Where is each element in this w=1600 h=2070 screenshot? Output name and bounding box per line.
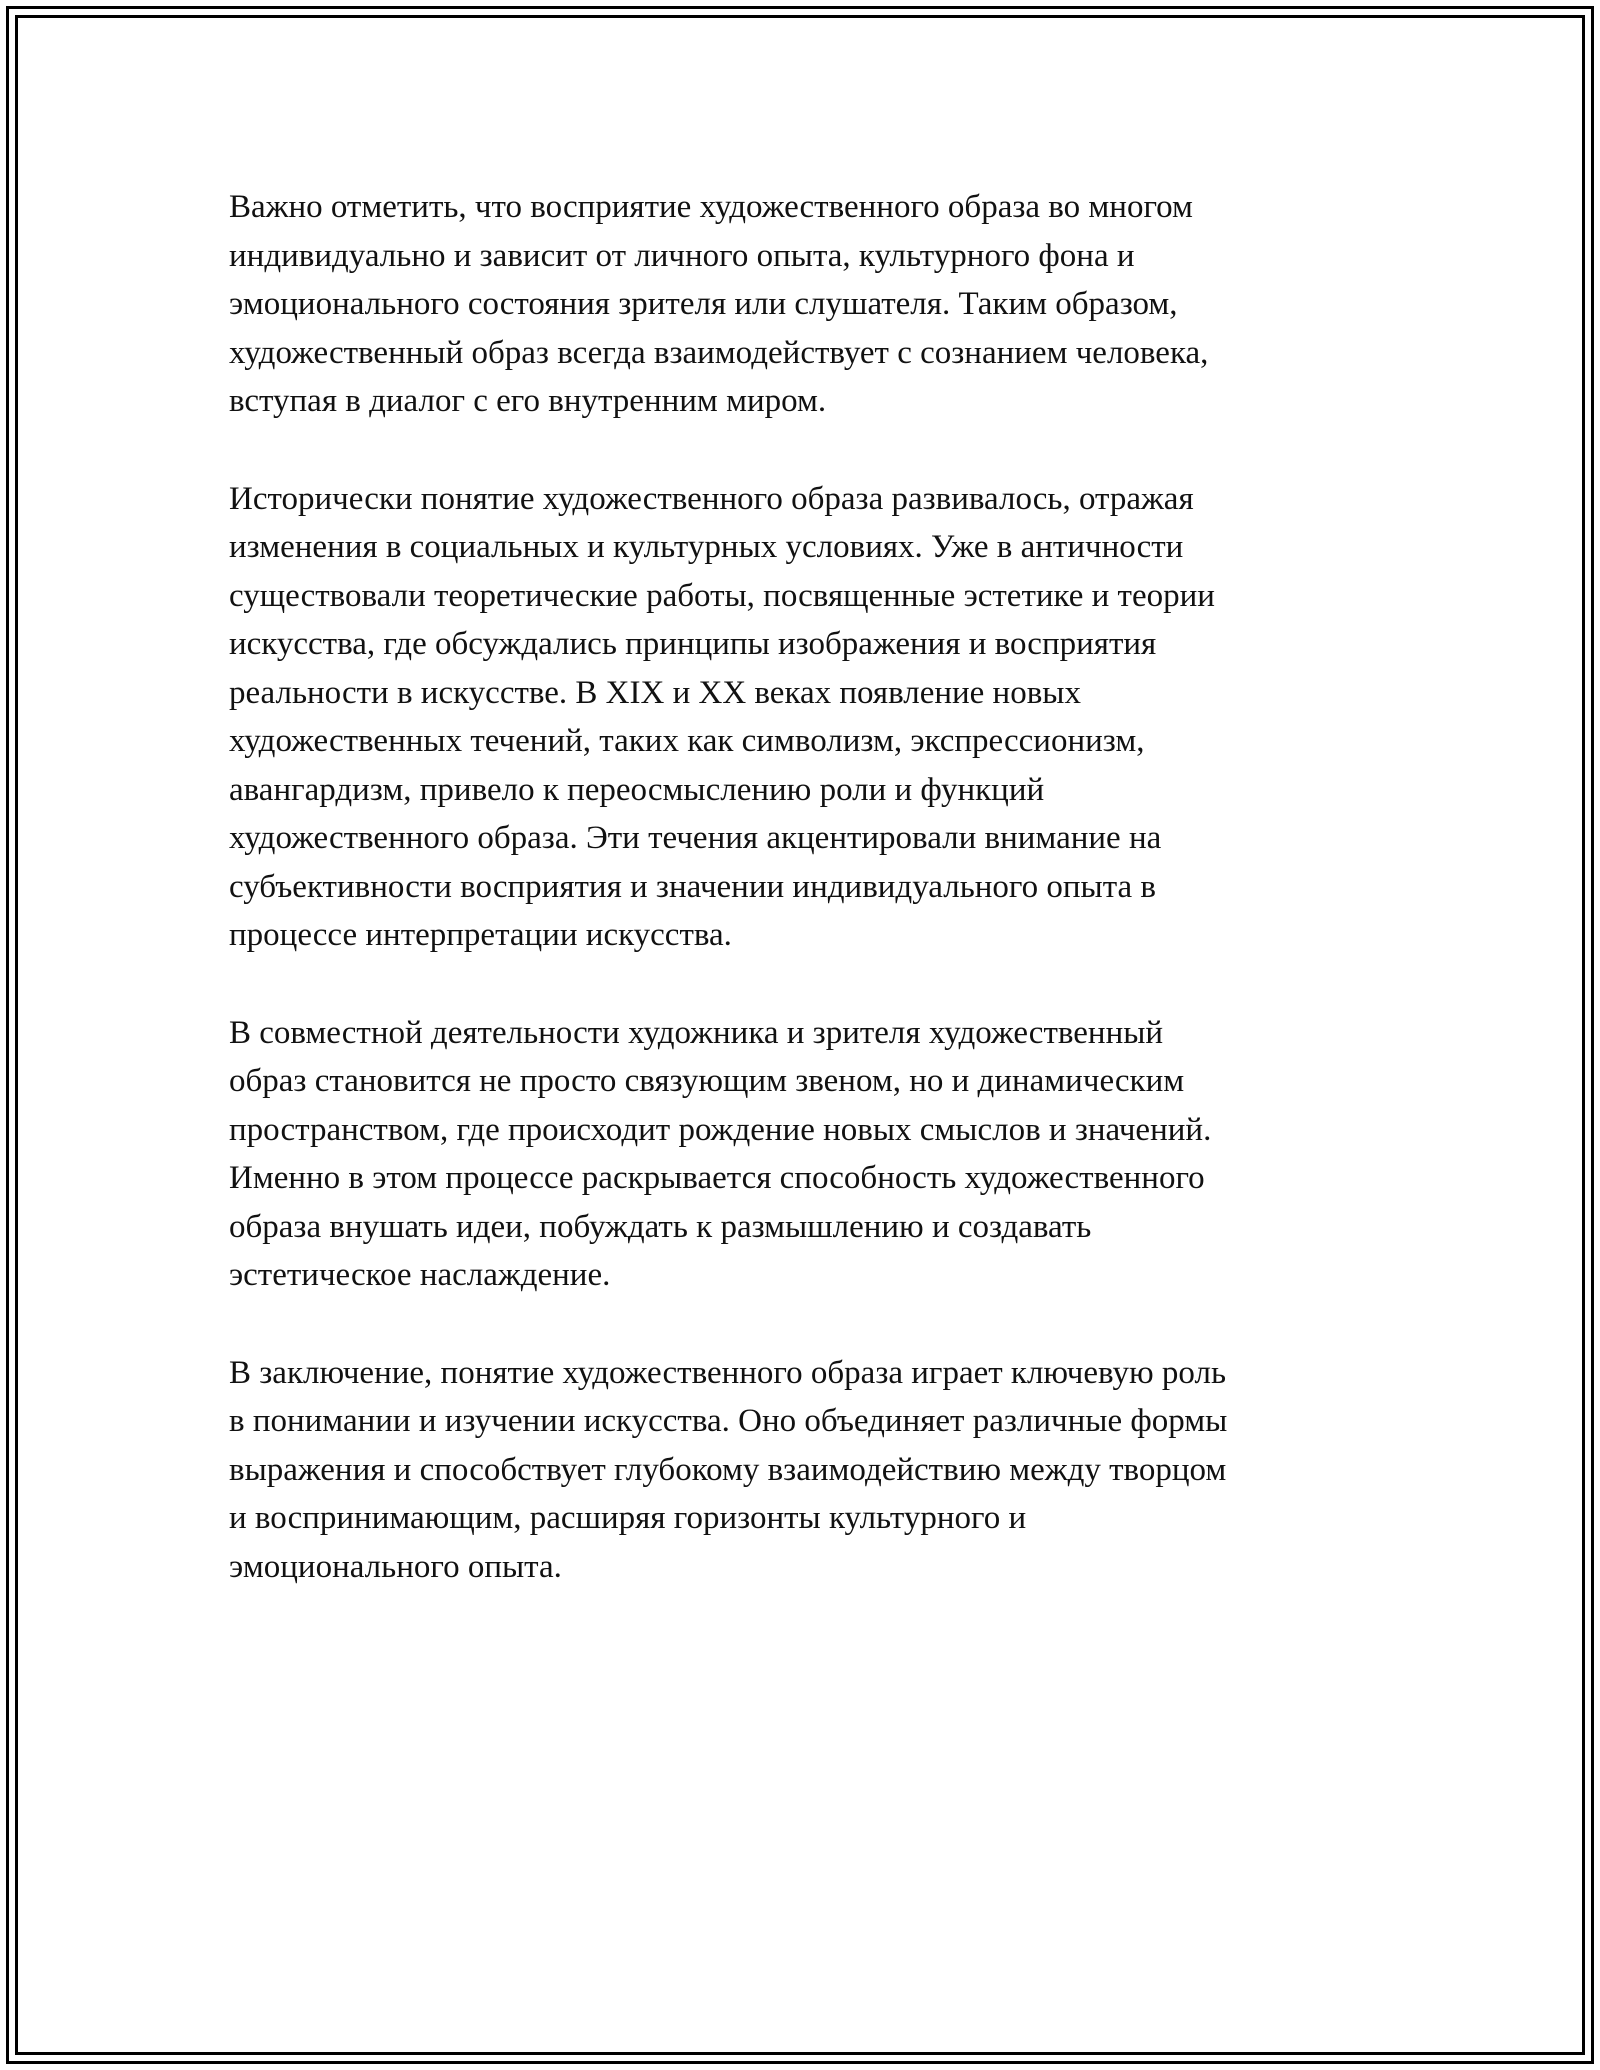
text-line: существовали теоретические работы, посвященные эстетике и теории: [229, 577, 1215, 614]
paragraph-perception: [229, 183, 1379, 426]
text-line: в понимании и изучении искусства. Оно объединяет различные формы: [229, 1403, 1228, 1439]
text-line: авангардизм, привело к переосмыслению роли и функций: [229, 771, 1045, 808]
paragraph-collaboration: [229, 1009, 1379, 1300]
document-body: [229, 183, 1379, 1640]
text-line: В совместной деятельности художника и зрителя художественный: [229, 1014, 1164, 1051]
text-line: индивидуально и зависит от личного опыта, культурного фона и: [229, 237, 1135, 274]
text-line: Исторически понятие художественного образа развивалось, отражая: [229, 480, 1194, 517]
text-line: эмоционального опыта.: [229, 1548, 562, 1585]
text-line: эмоционального состояния зрителя или слушателя. Таким образом,: [229, 286, 1178, 322]
text-line: образ становится не просто связующим звеном, но и динамическим: [229, 1063, 1185, 1099]
text-line: изменения в социальных и культурных условиях. Уже в античности: [229, 529, 1184, 565]
text-line: художественного образа. Эти течения акцентировали внимание на: [229, 820, 1162, 856]
text-line: В заключение, понятие художественного образа играет ключевую роль: [229, 1354, 1226, 1391]
text-line: художественный образ всегда взаимодействует с сознанием человека,: [229, 334, 1209, 371]
paragraph-conclusion: [229, 1349, 1379, 1592]
text-line: образа внушать идеи, побуждать к размышлению и создавать: [229, 1208, 1092, 1245]
text-line: художественных течений, таких как символизм, экспрессионизм,: [229, 723, 1145, 759]
text-line: Важно отметить, что восприятие художественного образа во многом: [229, 189, 1193, 225]
text-line: и воспринимающим, расширяя горизонты культурного и: [229, 1500, 1027, 1536]
text-line: пространством, где происходит рождение новых смыслов и значений.: [229, 1111, 1212, 1148]
text-line: субъективности восприятия и значении индивидуального опыта в: [229, 868, 1156, 905]
text-line: эстетическое наслаждение.: [229, 1257, 611, 1293]
text-line: вступая в диалог с его внутренним миром.: [229, 383, 827, 419]
text-line: реальности в искусстве. В XIX и XX веках появление новых: [229, 674, 1081, 711]
text-line: процессе интерпретации искусства.: [229, 917, 732, 953]
text-line: выражения и способствует глубокому взаимодействию между творцом: [229, 1451, 1227, 1488]
text-line: Именно в этом процессе раскрывается способность художественного: [229, 1160, 1205, 1196]
paragraph-history: [229, 475, 1379, 960]
text-line: искусства, где обсуждались принципы изображения и восприятия: [229, 626, 1157, 662]
